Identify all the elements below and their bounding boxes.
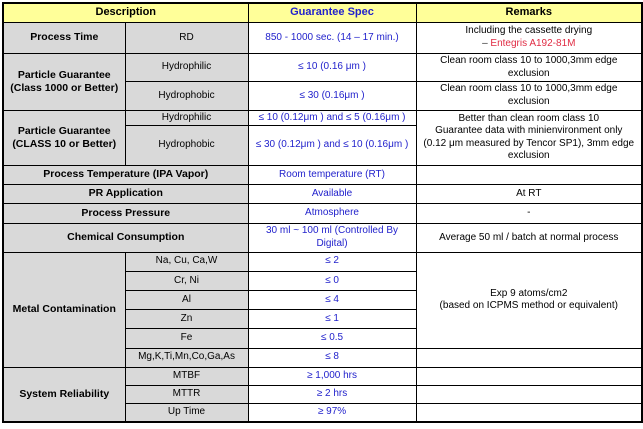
metal-spec-na-cu-ca-w: ≤ 2	[248, 252, 416, 271]
metal-remark-line1: Exp 9 atoms/cm2	[490, 287, 568, 299]
remarks-header-cell: Remarks	[416, 3, 642, 22]
particle-10-remark-line1: Better than clean room class 10	[458, 112, 600, 124]
particle-10-hydrophilic-row	[3, 110, 642, 126]
particle-1000-hydrophilic-remark: Clean room class 10 to 1000,3mm edge exclusion	[416, 54, 642, 82]
particle-1000-hydrophobic-spec: ≤ 30 (0.16μm )	[248, 82, 416, 110]
metal-sub-fe: Fe	[125, 329, 248, 348]
system-reliability-label: System Reliability	[3, 367, 125, 422]
particle-10-remark	[416, 110, 642, 165]
process-time-remark	[416, 22, 642, 53]
particle-1000-hydrophilic-sub: Hydrophilic	[125, 54, 248, 82]
system-spec-mttr: ≥ 2 hrs	[248, 386, 416, 404]
metal-sub-na-cu-ca-w: Na, Cu, Ca,W	[125, 252, 248, 271]
metal-sub-al: Al	[125, 291, 248, 310]
particle-10-hydrophilic-sub: Hydrophilic	[125, 110, 248, 126]
process-pressure-spec: Atmosphere	[248, 204, 416, 224]
particle-1000-hydrophilic-spec: ≤ 10 (0.16 μm )	[248, 54, 416, 82]
process-pressure-label: Process Pressure	[3, 204, 248, 224]
pr-application-row	[3, 184, 642, 203]
system-spec-mtbf: ≥ 1,000 hrs	[248, 367, 416, 385]
particle-10-hydrophobic-sub: Hydrophobic	[125, 126, 248, 165]
particle-1000-hydrophilic-row	[3, 54, 642, 82]
metal-contamination-label: Metal Contamination	[3, 252, 125, 367]
process-temperature-spec: Room temperature (RT)	[248, 165, 416, 184]
header-row	[3, 3, 642, 22]
guarantee-spec-table	[2, 2, 643, 423]
system-sub-mtbf: MTBF	[125, 367, 248, 385]
particle-10-remark-line3: (0.12 μm measured by Tencor SP1), 3mm edge	[423, 137, 635, 149]
metal-spec-fe: ≤ 0.5	[248, 329, 416, 348]
metal-spec-mg-k-ti: ≤ 8	[248, 348, 416, 367]
metal-sub-zn: Zn	[125, 310, 248, 329]
guarantee-spec-header-cell: Guarantee Spec	[248, 3, 416, 22]
chemical-consumption-label: Chemical Consumption	[3, 224, 248, 252]
particle-10-hydrophobic-spec: ≤ 30 (0.12μm ) and ≤ 10 (0.16μm )	[248, 126, 416, 165]
particle-10-label: Particle Guarantee (CLASS 10 or Better)	[3, 110, 125, 165]
metal-row-na-cu-ca-w	[3, 252, 642, 271]
particle-10-hydrophilic-spec: ≤ 10 (0.12μm ) and ≤ 5 (0.16μm )	[248, 110, 416, 126]
chemical-consumption-row	[3, 224, 642, 252]
remark-dash: –	[482, 37, 491, 49]
system-remark-uptime-empty	[416, 404, 642, 422]
system-spec-uptime: ≥ 97%	[248, 404, 416, 422]
process-time-remark-line2	[419, 38, 640, 51]
metal-spec-cr-ni: ≤ 0	[248, 271, 416, 290]
metal-spec-al: ≤ 4	[248, 291, 416, 310]
pr-application-remark: At RT	[416, 184, 642, 203]
metal-contamination-remark	[416, 252, 642, 348]
metal-remark-line2: (based on ICPMS method or equivalent)	[439, 300, 618, 312]
system-sub-uptime: Up Time	[125, 404, 248, 422]
system-reliability-mtbf-row	[3, 367, 642, 385]
process-time-sub-label: RD	[125, 22, 248, 53]
description-header-cell: Description	[3, 3, 248, 22]
particle-10-remark-line4: exclusion	[507, 150, 550, 162]
process-temperature-row	[3, 165, 642, 184]
process-time-label: Process Time	[3, 22, 125, 53]
pr-application-spec: Available	[248, 184, 416, 203]
system-remark-mttr-empty	[416, 386, 642, 404]
particle-10-remark-line2: Guarantee data with minienvironment only	[435, 125, 623, 137]
metal-remark-empty-cell	[416, 348, 642, 367]
chemical-consumption-remark: Average 50 ml / batch at normal process	[416, 224, 642, 252]
process-pressure-remark: -	[416, 204, 642, 224]
process-time-remark-line1: Including the cassette drying	[465, 25, 593, 37]
system-remark-mtbf-empty	[416, 367, 642, 385]
entegris-highlight: Entegris A192-81M	[490, 37, 576, 49]
process-temperature-remark	[416, 165, 642, 184]
system-sub-mttr: MTTR	[125, 386, 248, 404]
process-temperature-label: Process Temperature (IPA Vapor)	[3, 165, 248, 184]
particle-1000-hydrophobic-sub: Hydrophobic	[125, 82, 248, 110]
particle-1000-hydrophobic-remark: Clean room class 10 to 1000,3mm edge exclusion	[416, 82, 642, 110]
pr-application-label: PR Application	[3, 184, 248, 203]
process-pressure-row	[3, 204, 642, 224]
metal-sub-mg-k-ti: Mg,K,Ti,Mn,Co,Ga,As	[125, 348, 248, 367]
metal-sub-cr-ni: Cr, Ni	[125, 271, 248, 290]
process-time-spec: 850 - 1000 sec. (14 – 17 min.)	[248, 22, 416, 53]
particle-1000-label: Particle Guarantee (Class 1000 or Better)	[3, 54, 125, 111]
process-time-row	[3, 22, 642, 53]
metal-spec-zn: ≤ 1	[248, 310, 416, 329]
chemical-consumption-spec: 30 ml ~ 100 ml (Controlled By Digital)	[248, 224, 416, 252]
